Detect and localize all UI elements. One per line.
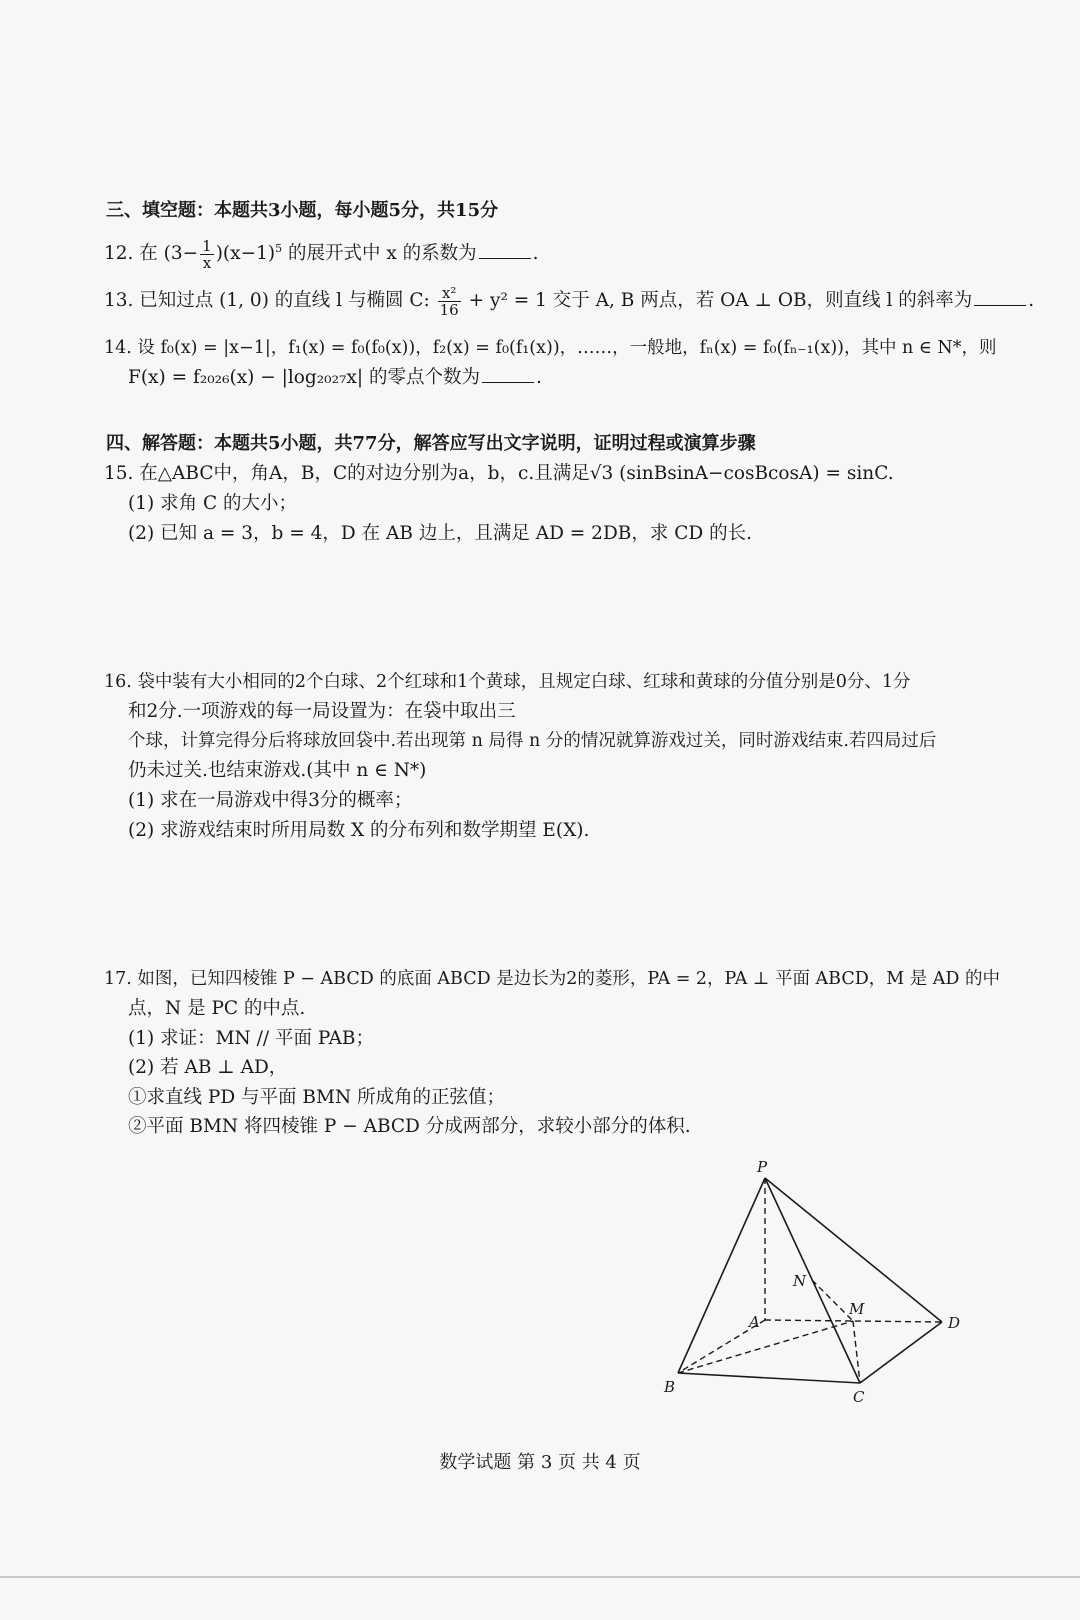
question-15-line-1: 15. 在△ABC中，角A，B，C的对边分别为a，b，c.且满足√3 (sinBsinA−cosBcosA) = sinC. (104, 463, 894, 484)
edge-CD (860, 1322, 942, 1383)
q13-text-b: + y² = 1 交于 A, B 两点，若 OA ⊥ OB，则直线 l 的斜率为 (462, 290, 973, 311)
q12-text-a: 12. 在 (3− (104, 243, 199, 265)
q13-end: . (1028, 290, 1035, 311)
question-16-line-1: 16. 袋中装有大小相同的2个白球、2个红球和1个黄球，且规定白球、红球和黄球的分值分别是0分、1分 (104, 672, 911, 692)
section-3-header: 三、填空题：本题共3小题，每小题5分，共15分 (106, 200, 499, 221)
q12-frac-num: 1 (202, 236, 212, 255)
question-15-part-2: (2) 已知 a = 3，b = 4，D 在 AB 边上，且满足 AD = 2DB，求 CD 的长. (128, 523, 752, 544)
q14-end: . (535, 367, 542, 388)
question-14-line-1: 14. 设 f₀(x) = |x−1|，f₁(x) = f₀(f₀(x))，f₂(x) = f₀(f₁(x))，……，一般地，fₙ(x) = f₀(fₙ₋₁(x))，其中 n ∈ N*，则 (104, 338, 997, 358)
label-A: A (749, 1313, 760, 1331)
q12-text-c: 的展开式中 x 的系数为 (282, 243, 477, 265)
q13-frac-num: x² (438, 285, 461, 302)
question-17-part-1: (1) 求证：MN // 平面 PAB； (128, 1028, 375, 1049)
question-15-part-1: (1) 求角 C 的大小； (128, 493, 298, 514)
question-17-part-2b: ②平面 BMN 将四棱锥 P − ABCD 分成两部分，求较小部分的体积. (128, 1116, 691, 1137)
edge-PB (678, 1178, 765, 1373)
q14-text: F(x) = f₂₀₂₆(x) − |log₂₀₂₇x| 的零点个数为 (128, 367, 480, 388)
q12-text-b: )(x−1) (215, 243, 276, 265)
q13-text-a: 13. 已知过点 (1, 0) 的直线 l 与椭圆 C: (104, 290, 436, 311)
question-16-part-2: (2) 求游戏结束时所用局数 X 的分布列和数学期望 E(X). (128, 820, 590, 841)
question-17-line-1: 17. 如图，已知四棱锥 P − ABCD 的底面 ABCD 是边长为2的菱形，PA = 2，PA ⊥ 平面 ABCD，M 是 AD 的中 (104, 969, 1001, 989)
question-16-line-4: 仍未过关.也结束游戏.(其中 n ∈ N*) (128, 760, 427, 781)
section-4-header: 四、解答题：本题共5小题，共77分，解答应写出文字说明，证明过程或演算步骤 (106, 433, 756, 454)
question-17-part-2a: ①求直线 PD 与平面 BMN 所成角的正弦值； (128, 1087, 506, 1108)
label-B: B (664, 1378, 676, 1396)
question-16-line-2: 和2分.一项游戏的每一局设置为：在袋中取出三 (128, 701, 516, 722)
label-C: C (853, 1388, 865, 1406)
question-17-line-2: 点，N 是 PC 的中点. (128, 998, 306, 1019)
q12-frac-den: x (202, 253, 212, 272)
label-N: N (793, 1272, 807, 1290)
label-M: M (849, 1300, 865, 1318)
q13-frac-den: 16 (439, 300, 459, 319)
edge-BC (678, 1373, 860, 1383)
question-17-part-2: (2) 若 AB ⊥ AD， (128, 1057, 288, 1078)
label-D: D (948, 1314, 961, 1332)
segment-MN (812, 1280, 853, 1321)
segment-BM (678, 1321, 853, 1373)
label-P: P (757, 1158, 768, 1176)
question-16-part-1: (1) 求在一局游戏中得3分的概率； (128, 790, 413, 811)
q12-end: . (532, 243, 539, 265)
bottom-rule (0, 1576, 1080, 1578)
question-16-line-3: 个球，计算完得分后将球放回袋中.若出现第 n 局得 n 分的情况就算游戏过关，同时游戏结束.若四局过后 (128, 731, 937, 751)
page-footer: 数学试题 第 3 页 共 4 页 (439, 1452, 641, 1473)
q12-exponent: 5 (275, 242, 283, 255)
